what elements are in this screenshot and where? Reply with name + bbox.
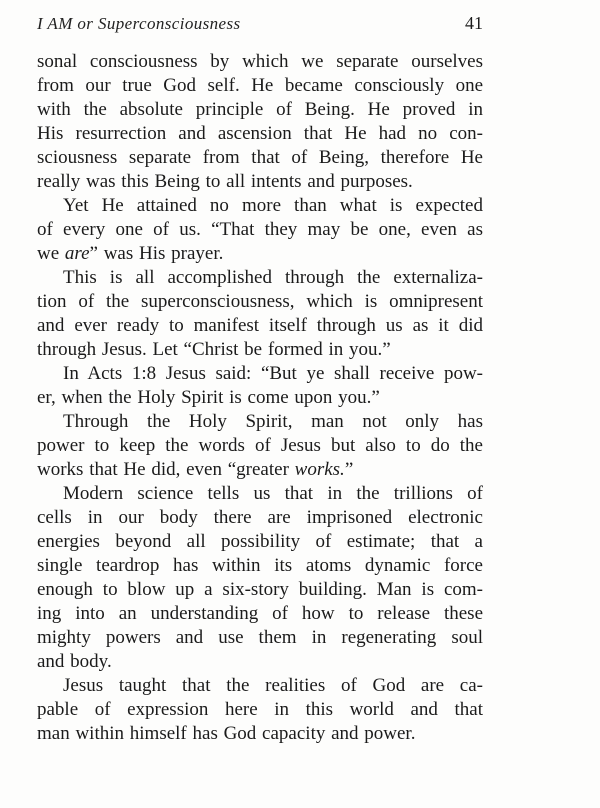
text-segment: ing into an understanding of how to release these [37, 603, 483, 624]
page-body [37, 50, 483, 746]
text-line [37, 458, 483, 482]
text-line [37, 74, 483, 98]
paragraph [37, 482, 483, 674]
text-segment: and body. [37, 651, 112, 672]
paragraph [37, 194, 483, 266]
text-segment: from our true God self. He became consciously one [37, 75, 483, 96]
text-segment: sonal consciousness by which we separate ourselves [37, 51, 483, 72]
text-segment: works that He did, even “greater [37, 459, 295, 480]
paragraph [37, 674, 483, 746]
text-segment: ” was His prayer. [89, 243, 224, 264]
paragraph [37, 266, 483, 362]
text-line [37, 146, 483, 170]
text-segment: energies beyond all possibility of estimate; that a [37, 531, 483, 552]
text-segment: In Acts 1:8 Jesus said: “But ye shall receive pow- [63, 363, 483, 384]
text-line [37, 722, 483, 746]
text-line [37, 266, 483, 290]
text-segment: power to keep the words of Jesus but also to do the [37, 435, 483, 456]
text-segment: with the absolute principle of Being. He proved in [37, 99, 483, 120]
text-segment: pable of expression here in this world and that [37, 699, 483, 720]
text-segment: we [37, 243, 65, 264]
text-segment: of every one of us. “That they may be one, even as [37, 219, 483, 240]
italic-text: are [64, 243, 90, 264]
text-line [37, 338, 483, 362]
text-line [37, 122, 483, 146]
text-segment: enough to blow up a six-story building. Man is com- [37, 579, 483, 600]
text-line [37, 578, 483, 602]
text-segment: cells in our body there are imprisoned electronic [37, 507, 483, 528]
text-line [37, 98, 483, 122]
text-segment: through Jesus. Let “Christ be formed in you.” [37, 339, 391, 360]
paragraph [37, 362, 483, 410]
text-line [37, 626, 483, 650]
text-line [37, 434, 483, 458]
running-header-title: I AM or Superconsciousness [37, 14, 241, 33]
text-line [37, 314, 483, 338]
running-header [37, 13, 483, 34]
text-line [37, 242, 483, 266]
text-segment: er, when the Holy Spirit is come upon you.” [37, 387, 380, 408]
text-line [37, 194, 483, 218]
text-line [37, 530, 483, 554]
text-line [37, 482, 483, 506]
text-segment: single teardrop has within its atoms dynamic force [37, 555, 483, 576]
text-line [37, 218, 483, 242]
text-segment: Jesus taught that the realities of God are ca- [63, 675, 483, 696]
text-segment: Yet He attained no more than what is expected [63, 195, 483, 216]
text-segment: man within himself has God capacity and power. [37, 723, 416, 744]
text-segment: and ever ready to manifest itself through us as it did [37, 315, 483, 336]
paragraph [37, 410, 483, 482]
text-line [37, 602, 483, 626]
paragraph [37, 50, 483, 194]
text-line [37, 674, 483, 698]
text-line [37, 386, 483, 410]
text-line [37, 506, 483, 530]
text-line [37, 650, 483, 674]
text-segment: ” [344, 459, 354, 480]
text-line [37, 50, 483, 74]
text-segment: Through the Holy Spirit, man not only has [63, 411, 483, 432]
text-segment: mighty powers and use them in regenerating soul [37, 627, 483, 648]
text-line [37, 290, 483, 314]
page-number: 41 [465, 13, 483, 33]
text-line [37, 170, 483, 194]
text-line [37, 698, 483, 722]
text-segment: really was this Being to all intents and purposes. [37, 171, 413, 192]
text-line [37, 362, 483, 386]
text-segment: His resurrection and ascension that He had no con- [37, 123, 483, 144]
text-segment: sciousness separate from that of Being, therefore He [37, 147, 483, 168]
text-segment: Modern science tells us that in the trillions of [63, 483, 483, 504]
text-segment: tion of the superconsciousness, which is omnipresent [37, 291, 483, 312]
text-line [37, 410, 483, 434]
italic-text: works. [294, 459, 345, 480]
text-line [37, 554, 483, 578]
text-segment: This is all accomplished through the externaliza- [63, 267, 483, 288]
